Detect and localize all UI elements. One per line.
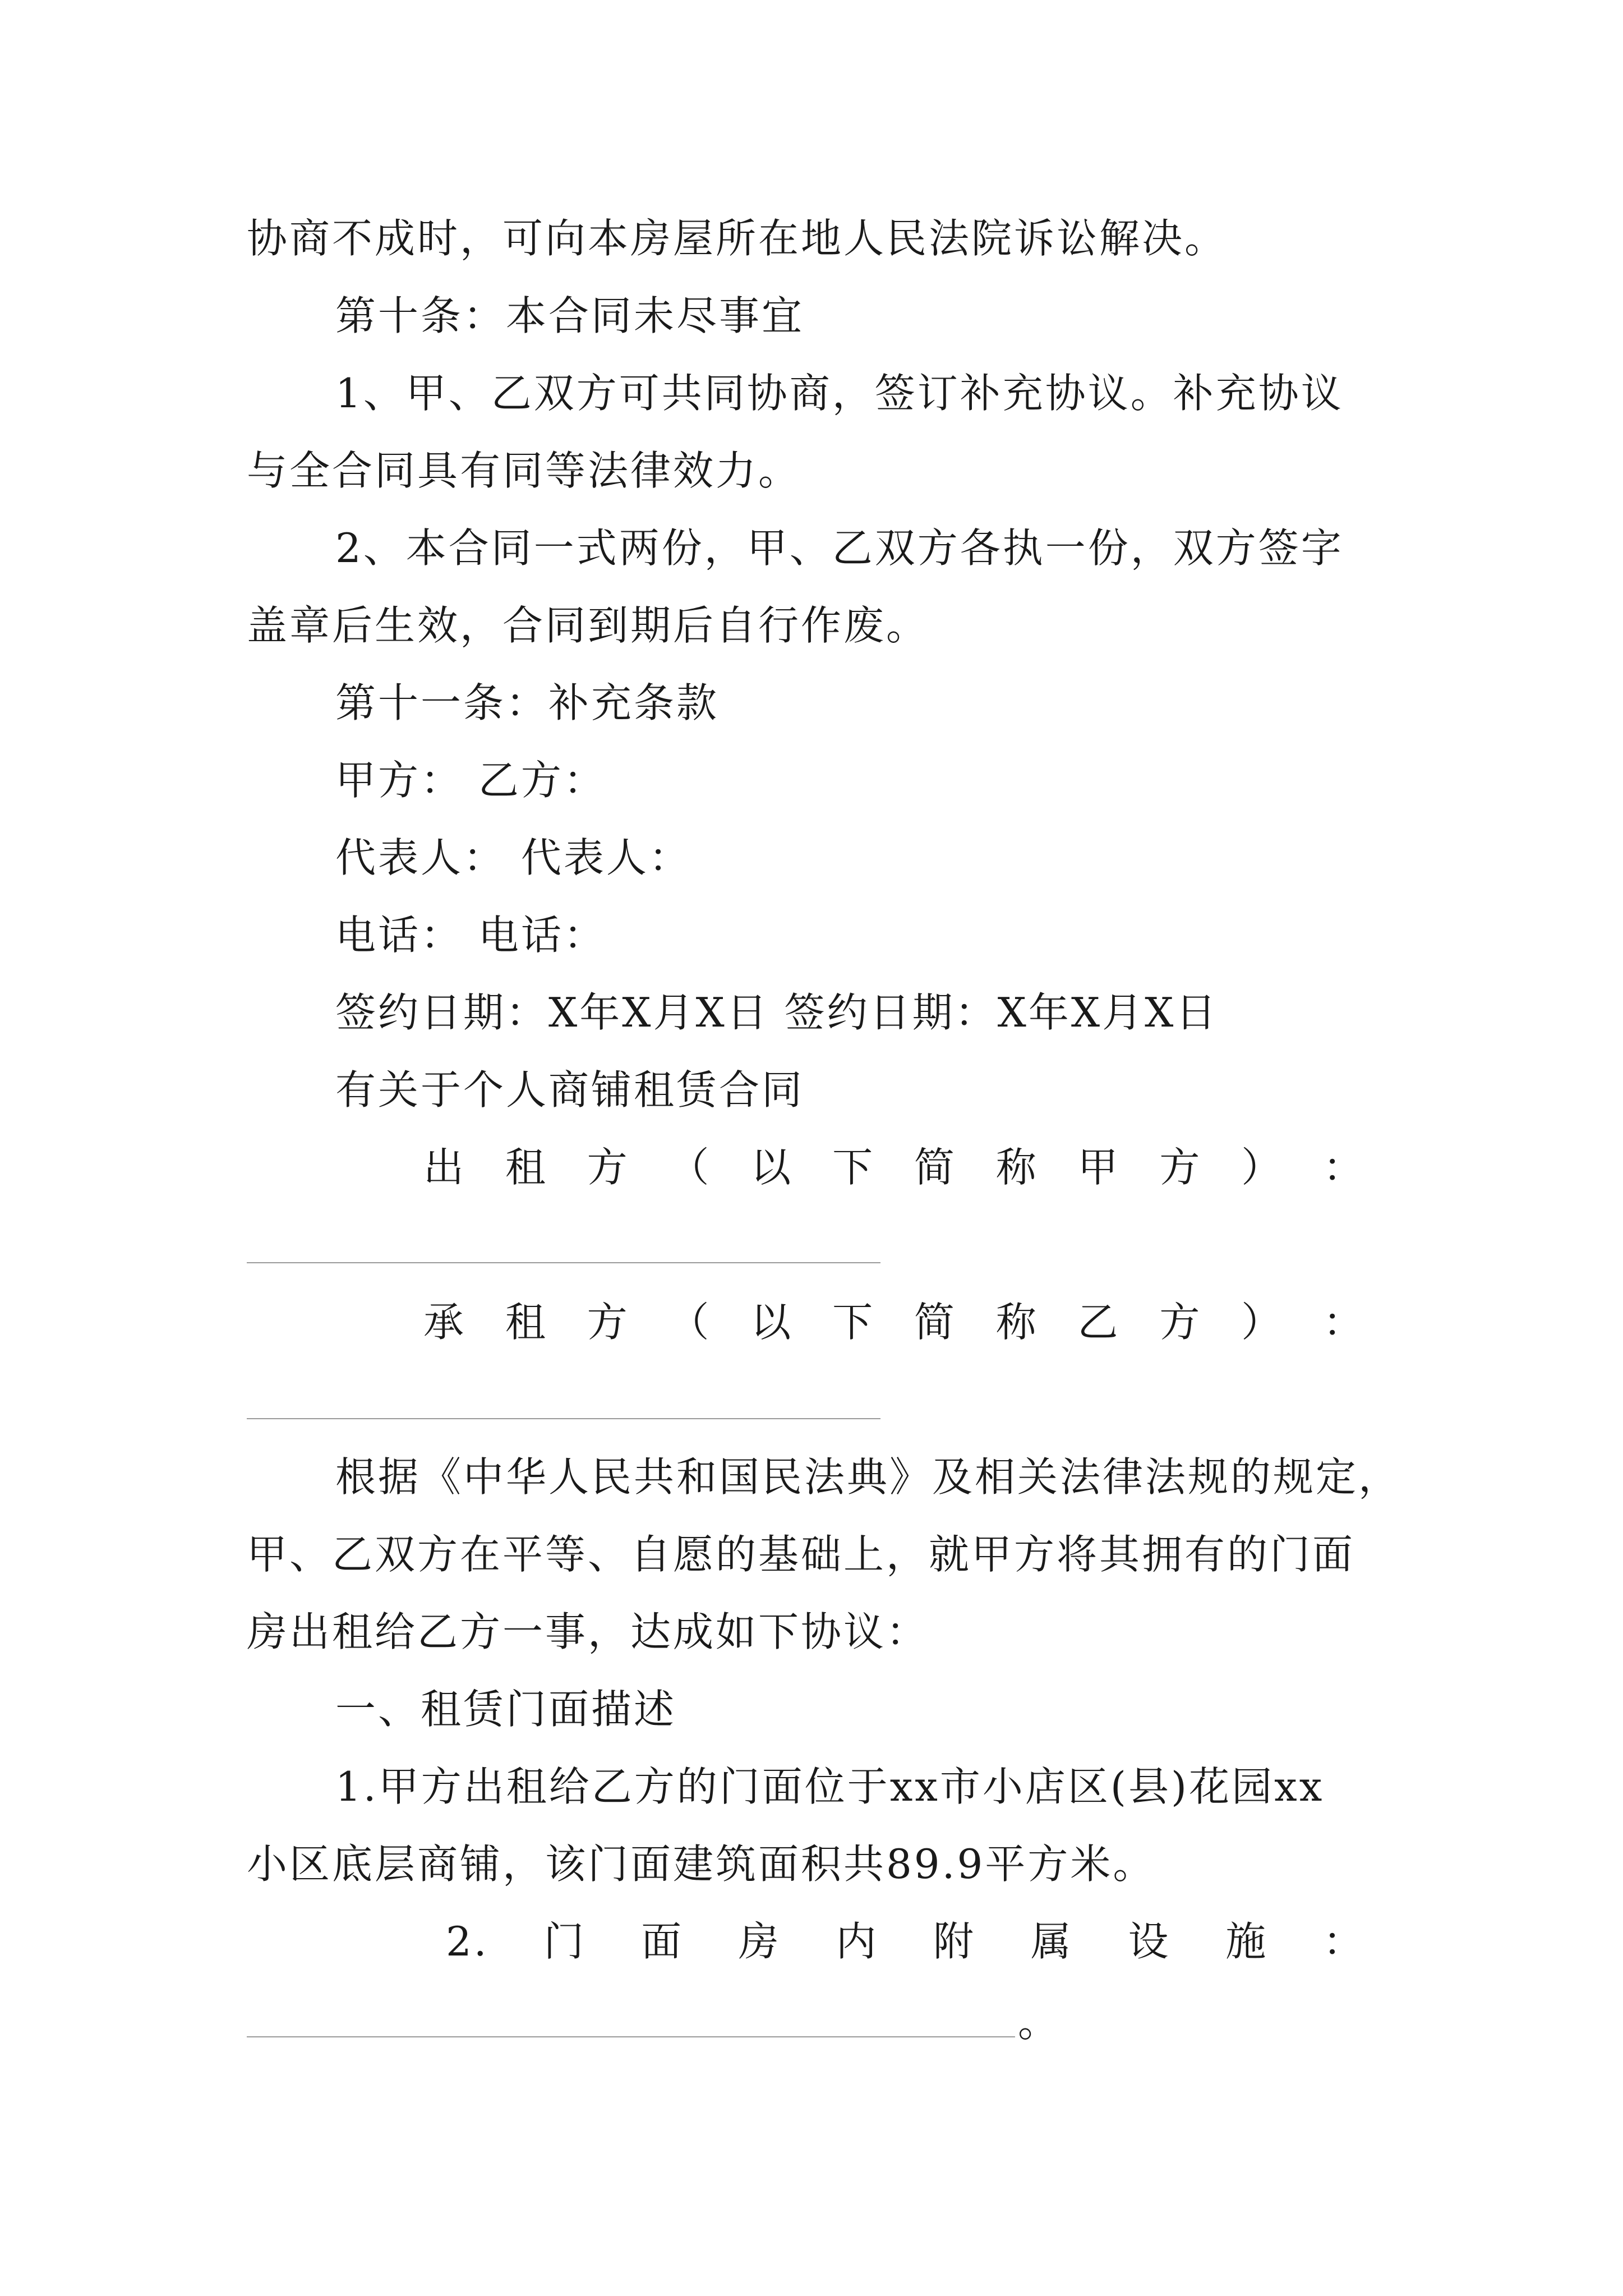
lessor-blank-line <box>247 1262 880 1263</box>
facilities-blank-line <box>247 2036 1015 2037</box>
lessee-char: 承 <box>423 1299 467 1346</box>
lessee-char: ： <box>1322 1299 1366 1346</box>
paragraph-line: 盖章后生效，合同到期后自行作废。 <box>247 602 929 649</box>
contract-title: 有关于个人商铺租赁合同 <box>335 1066 805 1114</box>
lessee-char: 以 <box>750 1299 794 1346</box>
lessor-char: （ <box>668 1144 712 1191</box>
lessee-char: 方 <box>587 1299 630 1346</box>
lessor-char: 出 <box>423 1144 467 1191</box>
facility-char: 房 <box>738 1918 781 1965</box>
phone-label-line: 电话： 电话： <box>335 912 606 959</box>
lessor-char: ） <box>1241 1144 1284 1191</box>
facility-char: 施 <box>1225 1918 1269 1965</box>
lessee-char: 方 <box>1159 1299 1202 1346</box>
lessee-blank-line <box>247 1418 880 1419</box>
lessor-char: 租 <box>505 1144 548 1191</box>
lessee-char: （ <box>668 1299 712 1346</box>
party-label-line: 甲方： 乙方： <box>335 757 606 804</box>
representative-label-line: 代表人： 代表人： <box>335 834 691 881</box>
paragraph-line: 房出租给乙方一事，达成如下协议： <box>247 1608 929 1655</box>
facility-char: 门 <box>543 1918 587 1965</box>
lessor-char: 称 <box>995 1144 1039 1191</box>
paragraph-line: 与全合同具有同等法律效力。 <box>247 447 801 494</box>
lessee-char: ） <box>1241 1299 1284 1346</box>
facility-char: 内 <box>836 1918 879 1965</box>
facilities-period: 。 <box>1018 1999 1059 2046</box>
facility-char: 2. <box>446 1918 489 1965</box>
paragraph-line: 协商不成时，可向本房屋所在地人民法院诉讼解决。 <box>247 215 1228 262</box>
lessor-char: 以 <box>750 1144 794 1191</box>
section-one-heading: 一、租赁门面描述 <box>335 1686 677 1733</box>
facility-char: 附 <box>933 1918 976 1965</box>
paragraph-line: 根据《中华人民共和国民法典》及相关法律法规的规定， <box>335 1453 1401 1501</box>
facilities-line <box>446 1916 1366 1967</box>
lessee-char: 简 <box>914 1299 957 1346</box>
paragraph-line: 1、甲、乙双方可共同协商，签订补充协议。补充协议 <box>335 370 1344 417</box>
paragraph-line: 1.甲方出租给乙方的门面位于xx市小店区(县)花园xx <box>335 1763 1325 1810</box>
lessor-char: 甲 <box>1077 1144 1121 1191</box>
article-eleven-heading: 第十一条：补充条款 <box>335 679 720 726</box>
paragraph-line: 2、本合同一式两份，甲、乙双方各执一份，双方签字 <box>335 524 1344 572</box>
lessor-char: ： <box>1322 1144 1366 1191</box>
lessee-char: 乙 <box>1077 1299 1121 1346</box>
facility-char: 设 <box>1128 1918 1171 1965</box>
paragraph-line: 甲、乙双方在平等、自愿的基础上，就甲方将其拥有的门面 <box>247 1531 1355 1578</box>
lessee-char: 租 <box>505 1299 548 1346</box>
paragraph-line: 小区底层商铺，该门面建筑面积共89.9平方米。 <box>247 1841 1156 1888</box>
facility-char: ： <box>1322 1918 1366 1965</box>
lessor-char: 方 <box>1159 1144 1202 1191</box>
lessor-line <box>423 1142 1366 1193</box>
lessee-char: 下 <box>832 1299 875 1346</box>
article-ten-heading: 第十条：本合同未尽事宜 <box>335 292 805 339</box>
lessor-char: 简 <box>914 1144 957 1191</box>
lessor-char: 下 <box>832 1144 875 1191</box>
facility-char: 面 <box>641 1918 684 1965</box>
lessee-line <box>423 1297 1366 1347</box>
facility-char: 属 <box>1030 1918 1073 1965</box>
signing-date-line: 签约日期：X年X月X日 签约日期：X年X月X日 <box>335 989 1219 1036</box>
lessor-char: 方 <box>587 1144 630 1191</box>
lessee-char: 称 <box>995 1299 1039 1346</box>
